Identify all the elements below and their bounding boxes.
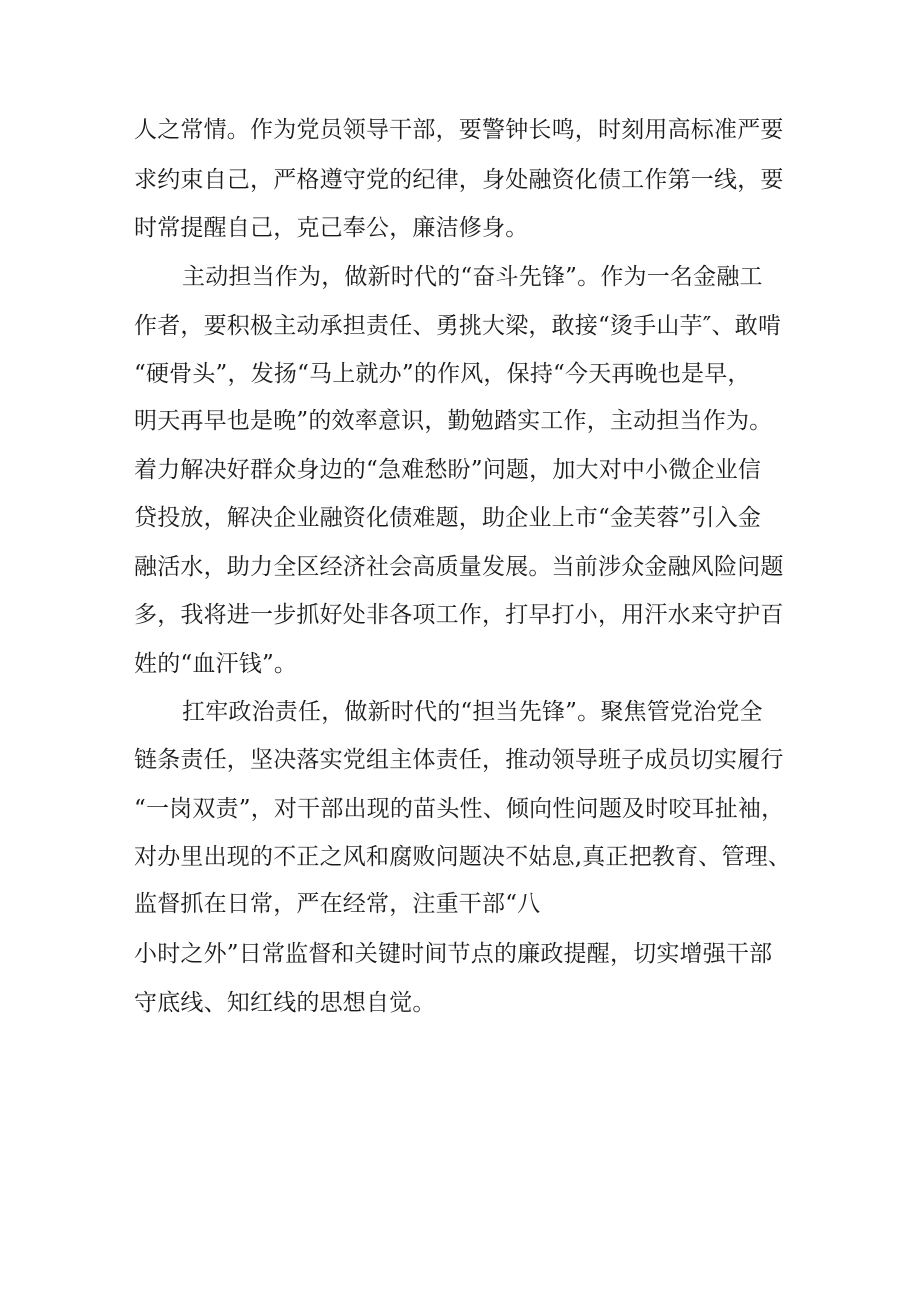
text-line: 贷投放，解决企业融资化债难题，助企业上市“金芙蓉”引入金 (134, 505, 762, 531)
text-line: “一岗双责”，对干部出现的苗头性、倾向性问题及时咬耳扯袖， (134, 796, 785, 822)
text-line: 明天再早也是晚”的效率意识，勤勉踏实工作，主动担当作为。 (134, 408, 773, 434)
text-line: 求约束自己，严格遵守党的纪律，身处融资化债工作第一线，要 (134, 167, 784, 193)
text-line: 作者，要积极主动承担责任、勇挑大梁，敢接“烫手山芋″、敢啃 (134, 313, 782, 339)
text-line: 守底线、知红线的思想自觉。 (134, 990, 436, 1016)
text-line: 小时之外”日常监督和关键时间节点的廉政提醒，切实增强干部 (134, 941, 773, 967)
text-line: 对办里出现的不正之风和腐败问题决不姑息,真正把教育、管理、 (134, 844, 792, 870)
text-line: 融活水，助力全区经济社会高质量发展。当前涉众金融风险问题 (134, 554, 784, 580)
text-line: 人之常情。作为党员领导干部，要警钟长鸣，时刻用高标准严要 (134, 117, 784, 143)
text-line: 时常提醒自己，克己奉公，廉洁修身。 (134, 215, 529, 241)
text-line: “硬骨头”，发扬“马上就办”的作风，保持“今天再晚也是早， (134, 361, 751, 387)
text-line: 监督抓在日常，严在经常，注重干部“八 (134, 891, 541, 917)
text-line: 链条责任，坚决落实党组主体责任，推动领导班子成员切实履行 (134, 747, 784, 773)
text-line: 多，我将进一步抓好处非各项工作，打早打小，用汗水来守护百 (134, 602, 784, 628)
text-line: 姓的“血汗钱”。 (134, 651, 298, 677)
paragraph-first-line: 扛牢政治责任，做新时代的“担当先锋”。聚焦管党治党全 (182, 699, 763, 725)
paragraph-first-line: 主动担当作为，做新时代的“奋斗先锋”。作为一名金融工 (182, 264, 763, 290)
text-line: 着力解决好群众身边的“急难愁盼”问题，加大对中小微企业信 (134, 457, 762, 483)
